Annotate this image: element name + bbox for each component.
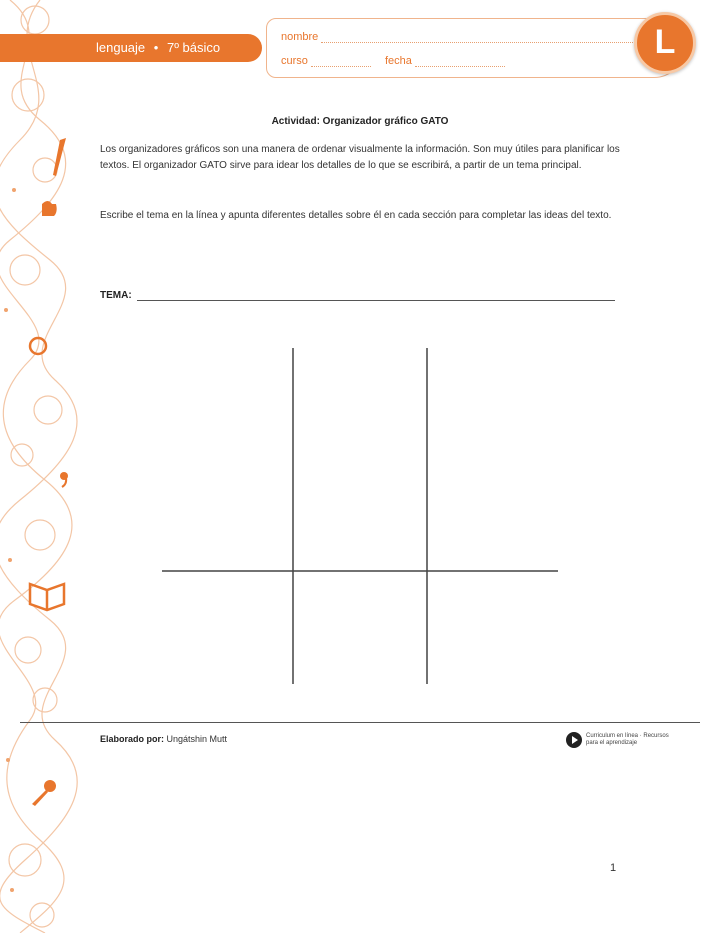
author-label: Elaborado por:: [100, 734, 165, 744]
subject-badge: L: [634, 12, 696, 74]
date-field[interactable]: [385, 55, 505, 67]
comma-icon: [60, 472, 68, 487]
subject-label: lenguaje: [96, 40, 146, 55]
tema-input-line[interactable]: [137, 300, 615, 301]
gato-organizer-grid: [150, 340, 570, 690]
subject-separator: •: [153, 40, 159, 55]
course-field[interactable]: [281, 55, 371, 67]
footer-author: [100, 734, 227, 744]
footer-divider: [20, 722, 700, 723]
footer-logo: [566, 732, 672, 748]
thumb-icon: [42, 201, 57, 216]
subject-header-bar: [0, 34, 262, 62]
name-field[interactable]: [281, 31, 651, 43]
logo-text: Curriculum en línea · Recursos para el aprendizaje: [586, 733, 669, 746]
play-circle-icon: [566, 732, 582, 748]
course-field-label: curso: [281, 55, 308, 67]
grade-label: 7º básico: [166, 40, 221, 55]
date-field-label: fecha: [385, 55, 412, 67]
student-info-box: [266, 18, 684, 78]
book-icon: [30, 584, 64, 610]
instruction-paragraph: Escribe el tema en la línea y apunta diferentes detalles sobre él en cada sección para completar las ideas del texto.: [100, 210, 612, 221]
page-title: Actividad: Organizador gráfico GATO: [271, 116, 449, 127]
tema-label: TEMA:: [100, 290, 132, 301]
page-number: 1: [610, 862, 617, 874]
quill-icon: [53, 138, 66, 176]
microphone-icon: [32, 780, 56, 806]
name-field-label: nombre: [281, 31, 319, 43]
decorative-swirl-border: [0, 0, 90, 933]
author-name: Ungátshin Mutt: [166, 734, 228, 744]
intro-paragraph: Los organizadores gráficos son una manera de ordenar visualmente la información. Son muy útiles para planificar los textos. El organizador GATO sirve para idear los detalles de lo que se escribirá, a partir de un tema principal.: [100, 144, 620, 171]
